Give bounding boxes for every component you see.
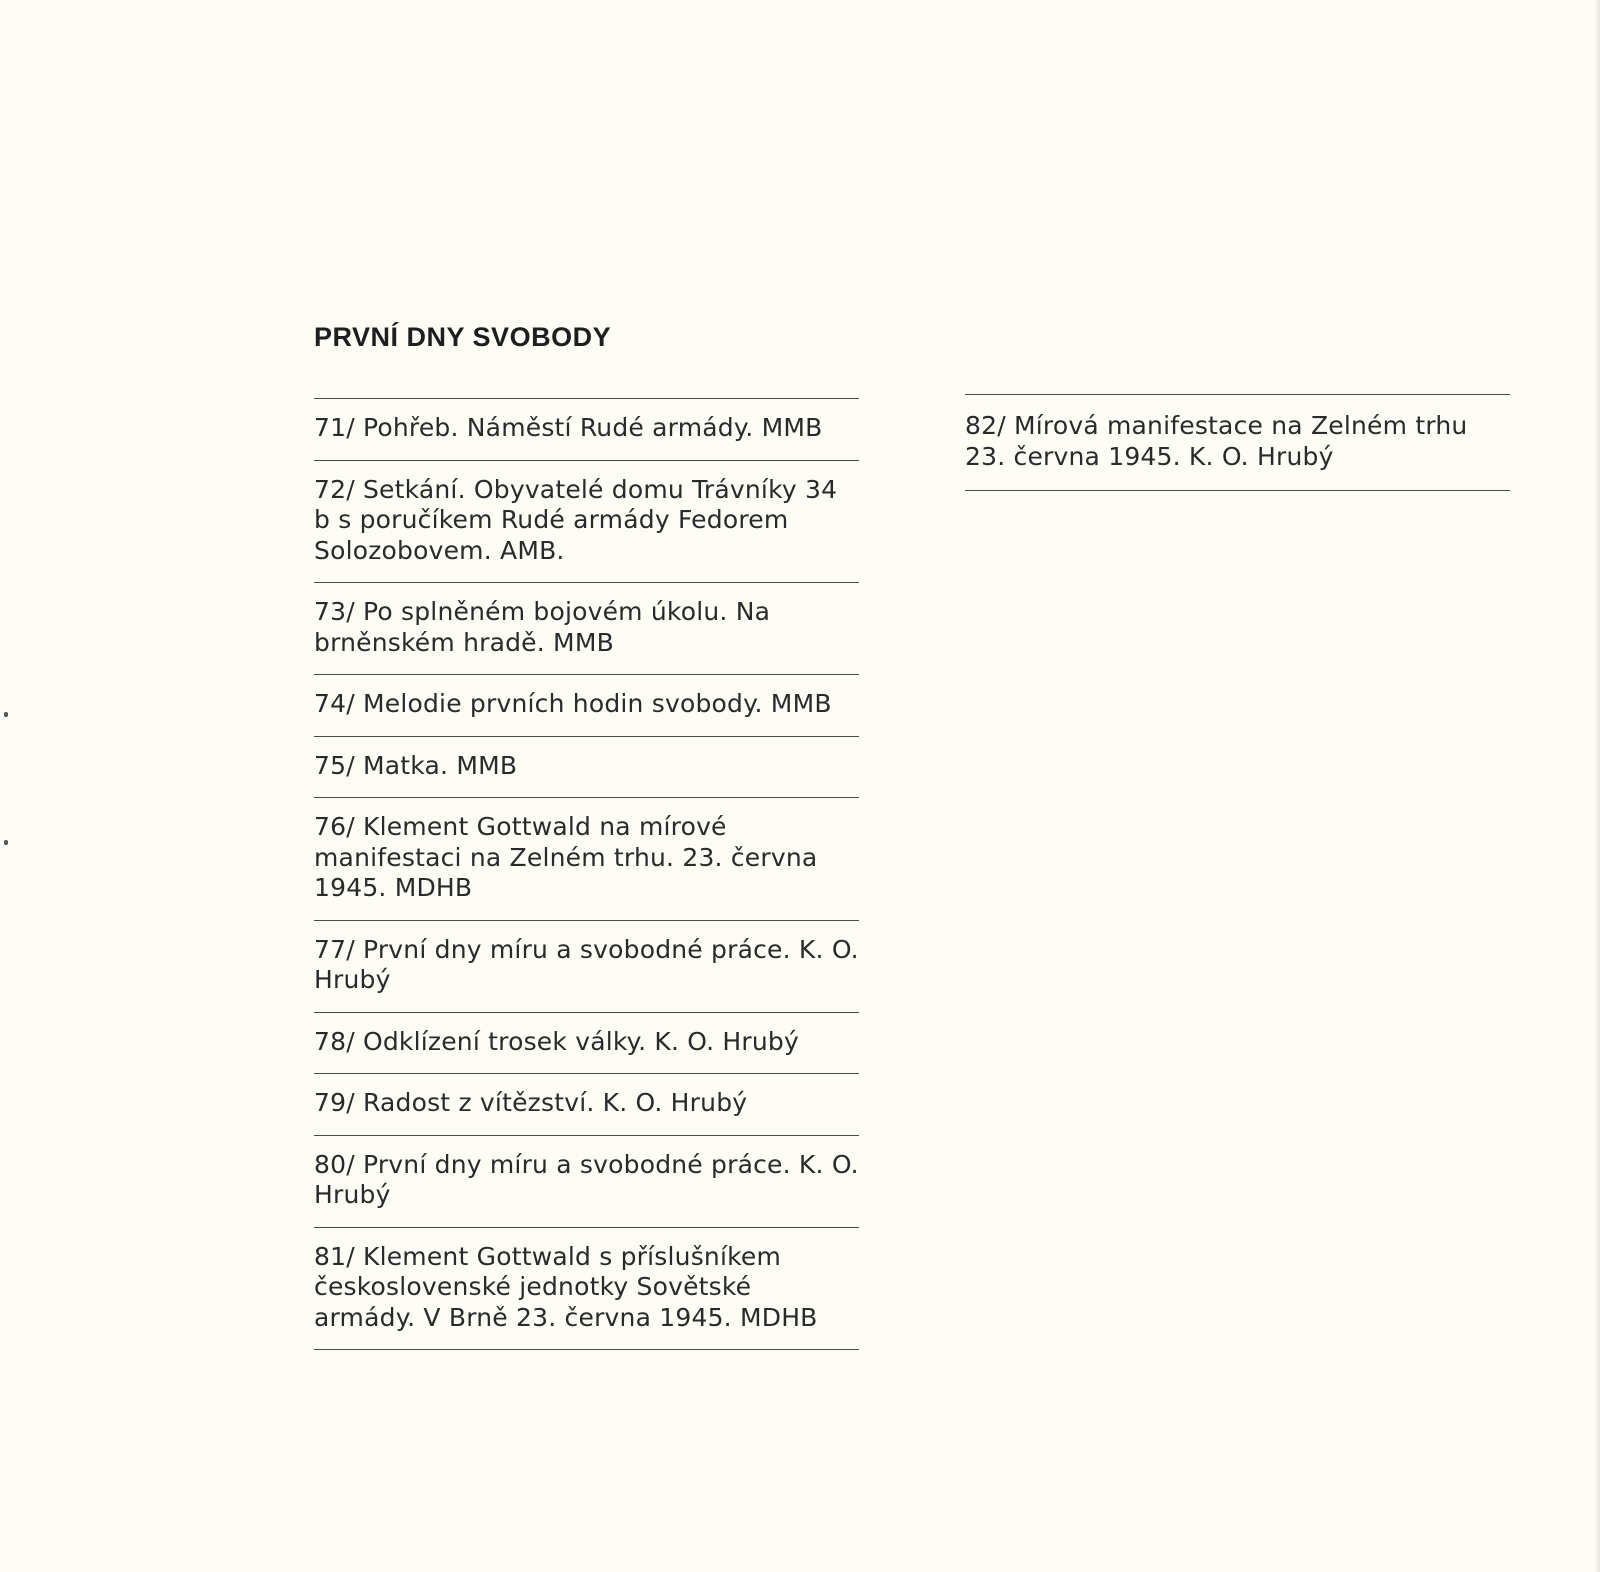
caption-entry-77: 77/ První dny míru a svobodné práce. K. O. Hrubý <box>314 934 859 994</box>
caption-entry-72: 72/ Setkání. Obyvatelé domu Trávníky 34 b s poručíkem Rudé armády Fedorem Solozobovem. AMB. <box>314 474 838 565</box>
divider <box>965 490 1510 491</box>
caption-entry-76: 76/ Klement Gottwald na mírové manifestaci na Zelném trhu. 23. června 1945. MDHB <box>314 812 818 902</box>
page-edge <box>1594 0 1600 1572</box>
caption-entry-81: 81/ Klement Gottwald s příslušníkem československé jednotky Sovětské armády. V Brně 23. června 1945. MDHB <box>314 1241 818 1332</box>
divider <box>314 1349 859 1350</box>
caption-entry-82: 82/ Mírová manifestace na Zelném trhu 23. června 1945. K. O. Hrubý <box>965 411 1468 471</box>
scan-speck <box>4 840 8 845</box>
caption-entry-71: 71/ Pohřeb. Náměstí Rudé armády. MMB <box>314 413 823 442</box>
caption-entry-74: 74/ Melodie prvních hodin svobody. MMB <box>314 689 832 718</box>
caption-entry-80: 80/ První dny míru a svobodné práce. K. O. Hrubý <box>314 1149 859 1209</box>
scan-speck <box>4 712 8 717</box>
caption-list-right <box>965 394 1510 491</box>
caption-entry-78: 78/ Odklízení trosek války. K. O. Hrubý <box>314 1026 799 1056</box>
caption-entry-73: 73/ Po splněném bojovém úkolu. Na brněnském hradě. MMB <box>314 597 771 657</box>
caption-entry-79: 79/ Radost z vítězství. K. O. Hrubý <box>314 1088 748 1117</box>
page-title: PRVNÍ DNY SVOBODY <box>314 322 612 352</box>
caption-entry-75: 75/ Matka. MMB <box>314 750 518 780</box>
caption-list-left <box>314 398 859 1350</box>
